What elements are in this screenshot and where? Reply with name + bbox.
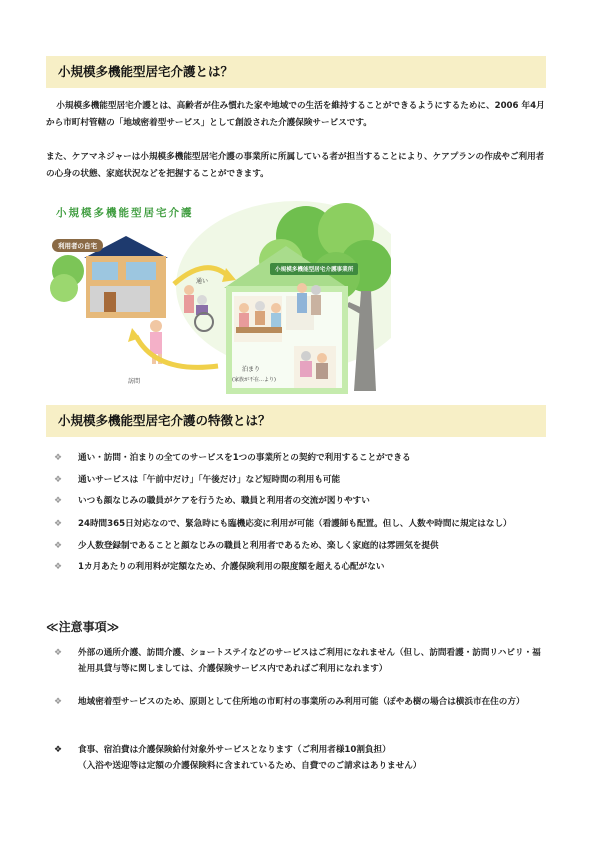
tag-tomari-sub: (家族が不在…より) — [232, 377, 276, 383]
illustration-title: 小規模多機能型居宅介護 — [56, 207, 194, 219]
section-header-about — [46, 56, 546, 88]
caremanager-paragraph: また、ケアマネジャーは小規模多機能型居宅介護の事業所に所属している者が担当することにより、ケアプランの作成やご利用者の心身の状態、家庭状況などを把握することができます。 — [46, 152, 545, 179]
tag-kayoi: 通い — [196, 278, 209, 285]
intro-paragraph: 小規模多機能型居宅介護とは、高齢者が住み慣れた家や地域での生活を維持することができるようにするために、2006 年4月から市町村管轄の「地域密着型サービス」として創設された介護保険サービスです。 — [46, 101, 545, 128]
illustration-drawing — [46, 196, 391, 396]
list-item: ❖ いつも顔なじみの職員がケアを行うため、職員と利用者の交流が図りやすい — [54, 491, 549, 513]
section-title-about: 小規模多機能型居宅介護とは？ — [58, 64, 234, 79]
diamond-bullet-icon: ❖ — [54, 648, 63, 658]
notice-title: ≪注意事項≫ — [46, 620, 120, 634]
tag-tomari: 泊まり — [242, 366, 261, 373]
facility-label: 小規模多機能型居宅介護事業所 — [270, 263, 358, 275]
service-illustration — [46, 196, 391, 396]
diamond-bullet-icon: ❖ — [54, 518, 63, 529]
list-item: ❖ 少人数登録制であることと顔なじみの職員と利用者であるため、楽しく家庭的は雰囲気を提供 — [54, 536, 549, 558]
diamond-bullet-icon: ❖ — [54, 697, 63, 707]
features-list — [54, 448, 549, 579]
home-label: 利用者の自宅 — [52, 239, 103, 252]
notice-item: ❖ 地域密着型サービスのため、原則として住所地の市町村の事業所のみ利用可能（ぽやあ樹の場合は横浜市在住の方） — [54, 694, 549, 710]
list-item: ❖ 通い・訪問・泊まりの全てのサービスを1つの事業所との契約で利用することができる — [54, 448, 549, 470]
diamond-bullet-icon: ❖ — [54, 540, 63, 551]
diamond-bullet-icon: ❖ — [54, 496, 63, 506]
section-header-features — [46, 405, 546, 437]
section-title-features: 小規模多機能型居宅介護の特徴とは？ — [58, 413, 271, 428]
notice-item: ❖ 食事、宿泊費は介護保険給付対象外サービスとなります（ご利用者様10割負担） （入浴や送迎等は定額の介護保険料に含まれているため、自費でのご請求はありません） — [54, 742, 549, 774]
diamond-bullet-icon: ❖ — [54, 474, 63, 485]
notice-item: ❖ 外部の通所介護、訪問介護、ショートステイなどのサービスはご利用になれません（但し、訪問看護・訪問リハビリ・福祉用具貸与等に関しましては、介護保険サービス内であればご利用になれます） — [54, 645, 549, 677]
list-item: ❖ 通いサービスは「午前中だけ」「午後だけ」など短時間の利用も可能 — [54, 470, 549, 492]
list-item: ❖ 1カ月あたりの利用料が定額なため、介護保険利用の限度額を超える心配がない — [54, 557, 549, 579]
tag-houmon: 訪問 — [128, 378, 141, 385]
list-item: ❖ 24時間365日対応なので、緊急時にも臨機応変に利用が可能（看護師も配置。但し、人数や時間に規定はなし） — [54, 513, 549, 536]
diamond-bullet-icon: ❖ — [54, 745, 63, 755]
diamond-bullet-icon: ❖ — [54, 453, 63, 463]
diamond-bullet-icon: ❖ — [54, 562, 63, 572]
